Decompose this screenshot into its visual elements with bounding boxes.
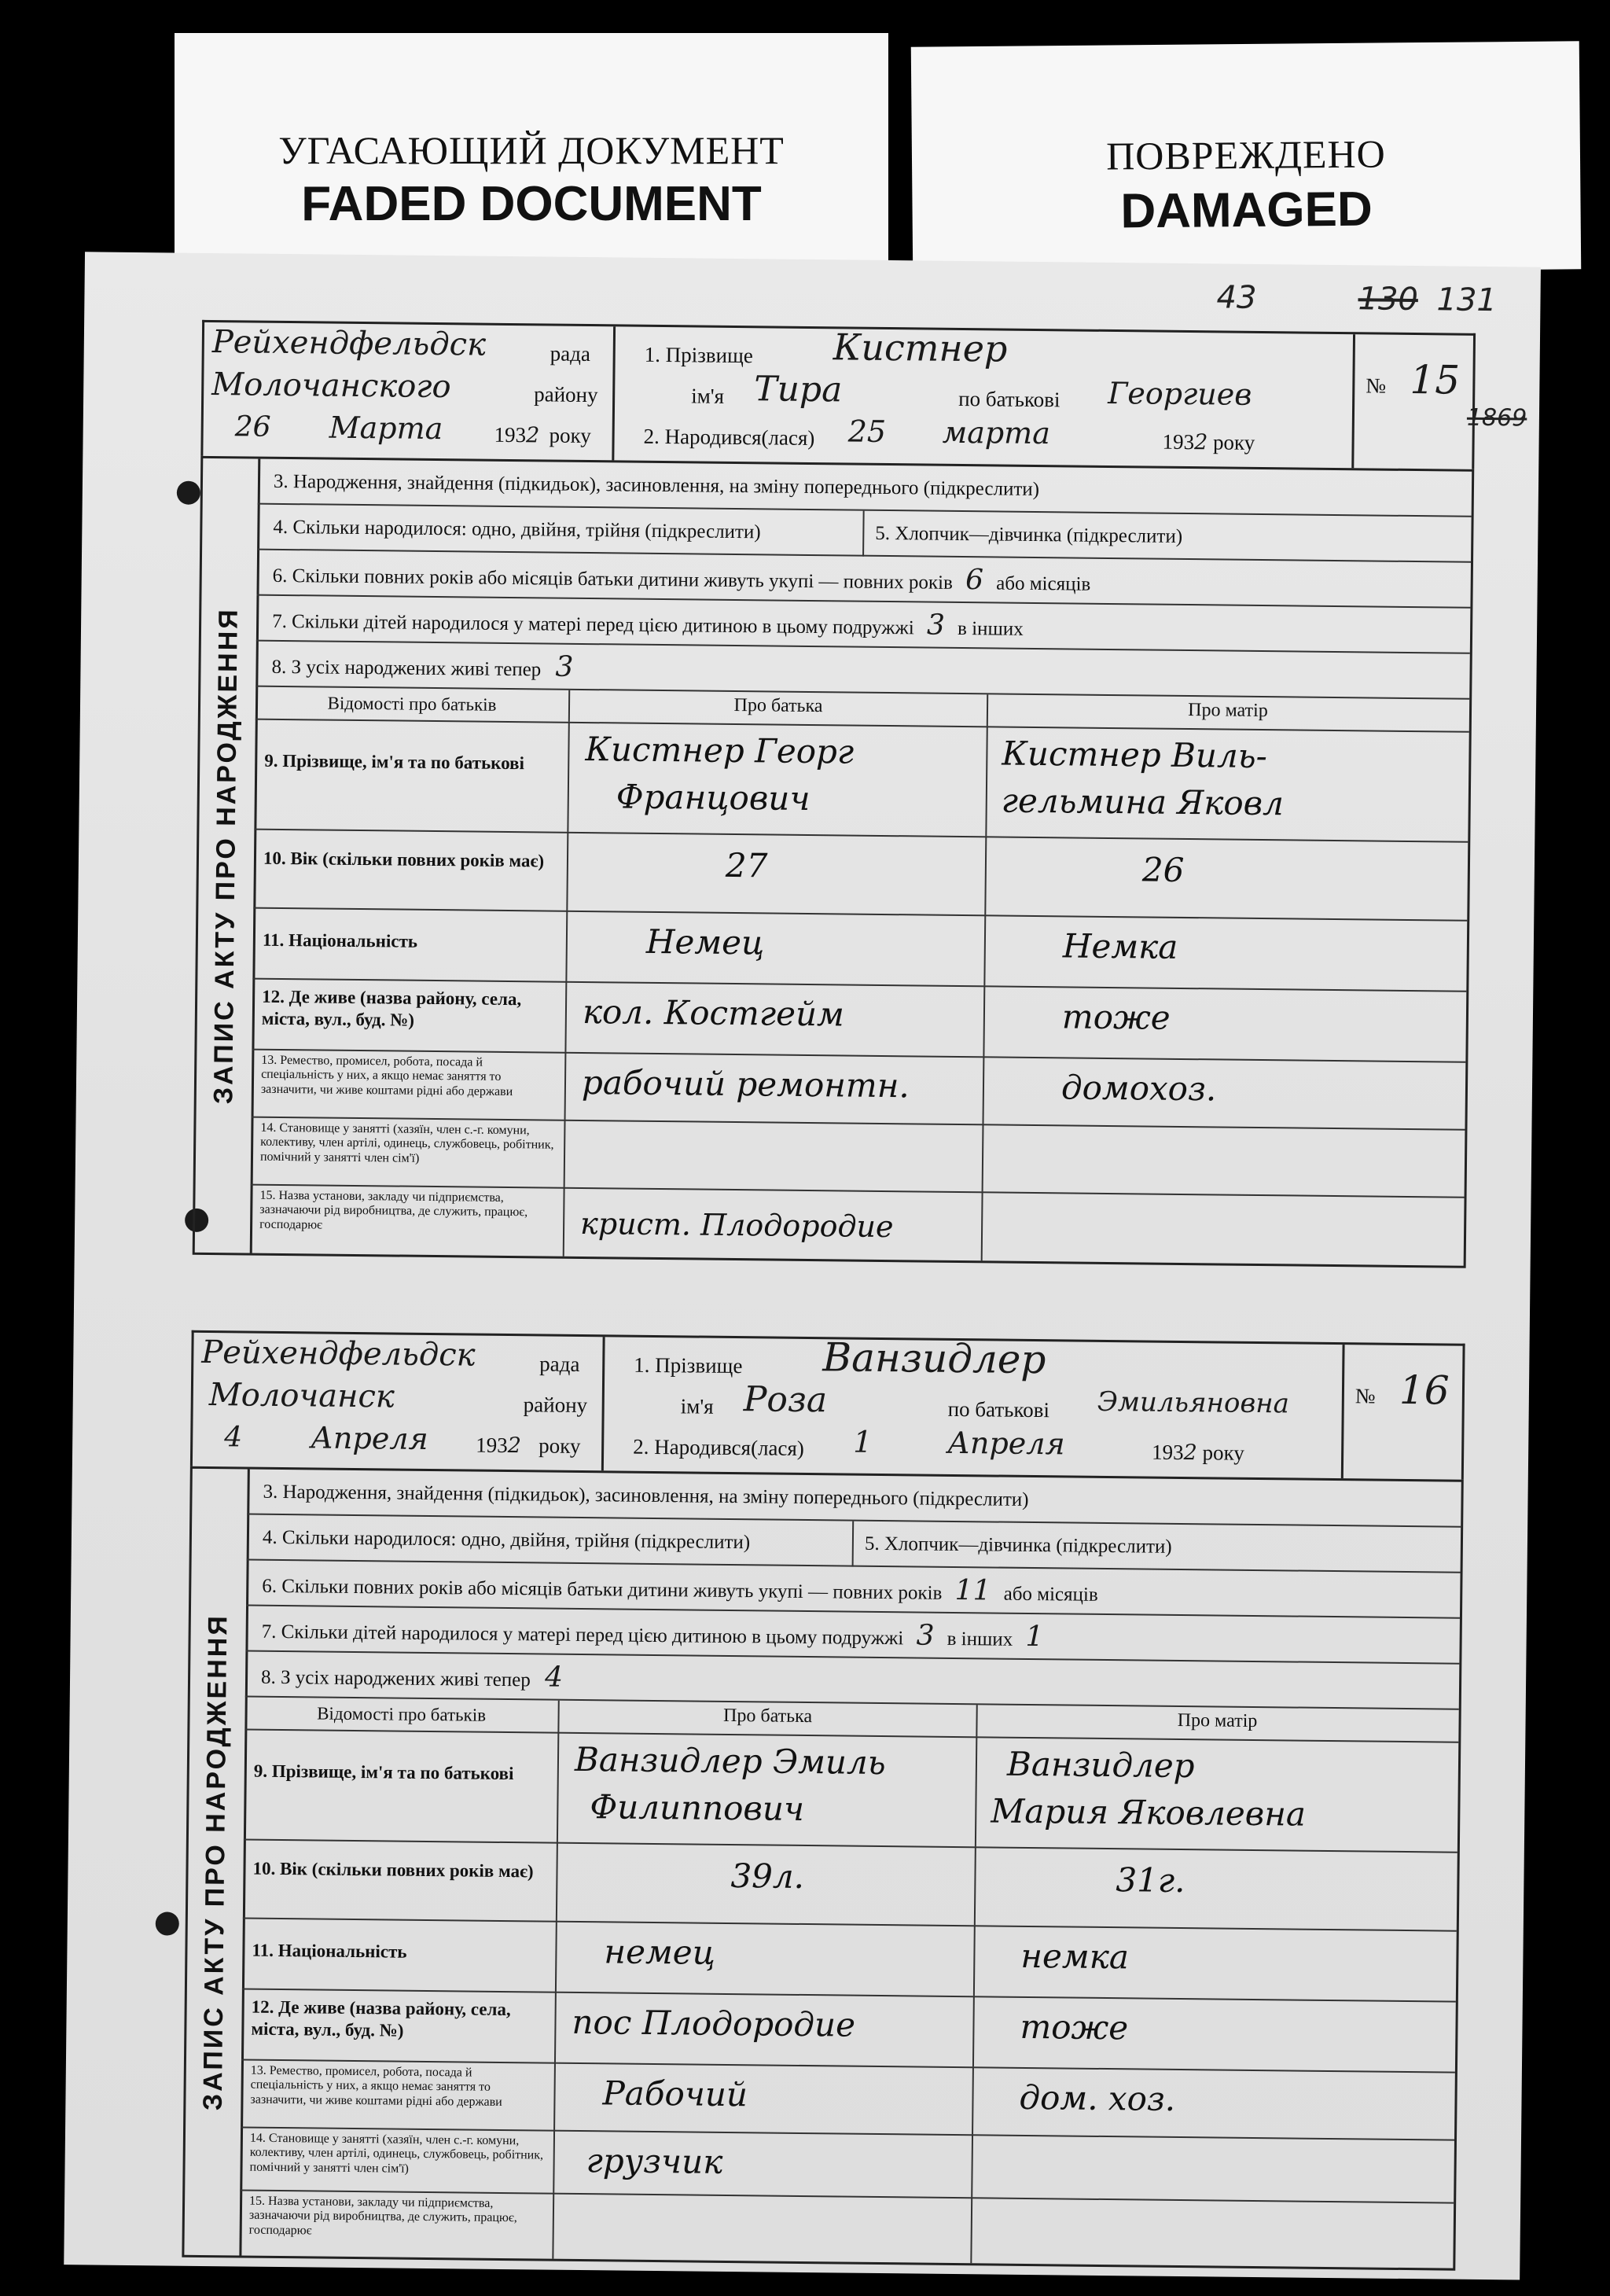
field-6: 6. Скільки повних років або місяців батьки дитини живуть укупі — повних років 11 або місяців	[246, 1561, 1461, 1619]
reg-year: 2	[507, 1433, 522, 1459]
child-patronymic: Эмильяновна	[1097, 1385, 1290, 1420]
child-name: Тира	[754, 369, 843, 410]
mother-name-2: гельмина Яковл	[1001, 781, 1285, 823]
record-header	[190, 1330, 1465, 1480]
father-name-2: Филиппович	[590, 1787, 805, 1828]
surname-label: 1. Прізвище	[644, 342, 754, 368]
faded-label-en: FADED DOCUMENT	[301, 177, 762, 231]
row-11: 11. Національність Немец Немка	[252, 907, 1467, 992]
council-name: Рейхендфельдск	[201, 1334, 476, 1374]
father-age: 27	[725, 845, 768, 885]
page-number: 43	[1216, 279, 1257, 316]
punch-hole	[156, 1911, 179, 1935]
side-title: ЗАПИС АКТУ ПРО НАРОДЖЕННЯ	[184, 1469, 249, 2256]
parents-table	[239, 1698, 1458, 2268]
row-10: 10. Вік (скільки повних років має) 39л. 31г.	[243, 1839, 1457, 1932]
alive-now: 4	[544, 1661, 564, 1694]
father-name-1: Кистнер Георг	[585, 730, 855, 771]
row-11: 11. Національність немец немка	[242, 1918, 1457, 2003]
alive-now: 3	[555, 650, 574, 683]
record-number-box	[1351, 334, 1473, 469]
record-number: 16	[1399, 1367, 1450, 1414]
record-header	[200, 320, 1476, 469]
row-14: 14. Становище у занятті (хазяїн, член с.-г. комуни, колективу, член артілі, одинець, службовець, робітник, помічний у занятті член сім'ї) грузчик	[240, 2127, 1454, 2204]
mother-name-2: Мария Яковлевна	[991, 1791, 1307, 1834]
father-residence: пос Плодородие	[572, 2002, 856, 2044]
roku-label: року	[549, 423, 592, 448]
years-together: 6	[965, 564, 984, 597]
side-title: ЗАПИС АКТУ ПРО НАРОДЖЕННЯ	[195, 458, 261, 1253]
mother-nationality: немка	[1020, 1936, 1130, 1977]
mother-name-1: Кистнер Виль-	[1002, 734, 1268, 776]
row-9: 9. Прізвище, ім'я та по батькові Ванзидлер Эмиль Филиппович Ванзидлер Мария Яковлевна	[244, 1729, 1458, 1853]
row-12: 12. Де живе (назва району, села, міста, вул., буд. №) пос Плодородие тоже	[241, 1989, 1456, 2073]
father-name-1: Ванзидлер Эмиль	[574, 1739, 886, 1783]
reg-day: 26	[234, 410, 271, 443]
patronymic-label: по батькові	[958, 386, 1060, 412]
field-7: 7. Скільки дітей народилося у матері перед цією дитиною в цьому подружжі 3 в інших	[256, 596, 1471, 654]
roku-label: року	[1212, 430, 1255, 454]
birth-day: 25	[847, 414, 887, 449]
father-age: 39л.	[730, 1856, 805, 1896]
child-patronymic: Георгиев	[1108, 375, 1252, 412]
faded-document-label	[175, 33, 888, 269]
damaged-document-label	[911, 41, 1581, 274]
page-number-struck: 1869	[1466, 403, 1527, 432]
birth-year: 2	[1193, 430, 1208, 455]
page-number-struck: 130	[1358, 281, 1419, 318]
year-prefix: 193	[494, 422, 527, 447]
roku-label: року	[539, 1433, 581, 1458]
child-surname: Ванзидлер	[822, 1334, 1046, 1383]
birth-year: 2	[1183, 1441, 1197, 1466]
field-8: 8. З усіх народжених живі тепер 3	[255, 642, 1470, 700]
row-9: 9. Прізвище, ім'я та по батькові Кистнер Георг Францович Кистнер Виль- гельмина Яковл	[254, 719, 1468, 843]
mother-occupation: домохоз.	[1060, 1068, 1217, 1109]
roku-label: року	[1202, 1441, 1244, 1465]
reg-month: Апреля	[311, 1420, 428, 1456]
number-label: №	[1366, 373, 1387, 398]
row-13: 13. Ремество, промисел, робота, посада й спеціальність у них, а якщо немає заняття то зазначити, чи живе коштами рідні або держави Рабочий дом. хоз.	[241, 2059, 1455, 2141]
punch-hole	[177, 481, 200, 505]
years-together: 11	[954, 1573, 991, 1607]
birth-record-15	[193, 320, 1476, 1268]
birth-label: 2. Народився(лася)	[643, 424, 815, 451]
field-6: 6. Скільки повних років або місяців батьки дитини живуть укупі — повних років 6 або місяців	[256, 550, 1471, 609]
father-nationality: немец	[604, 1932, 716, 1972]
birth-record-16	[182, 1330, 1465, 2271]
number-label: №	[1355, 1384, 1376, 1408]
field-8: 8. З усіх народжених живі тепер 4	[245, 1652, 1460, 1710]
child-name: Роза	[743, 1379, 828, 1421]
row-15: 15. Назва установи, закладу чи підприємства, зазначаючи рід виробництва, де служить, працює, господарює крист. Плодородие	[250, 1184, 1465, 1266]
year-prefix: 193	[476, 1433, 508, 1458]
row-15: 15. Назва установи, закладу чи підприємства, зазначаючи рід виробництва, де служить, працює, господарює	[239, 2190, 1454, 2268]
children-before: 3	[916, 1619, 935, 1652]
page-number: 131	[1436, 281, 1498, 319]
reg-day: 4	[224, 1421, 243, 1454]
birth-day: 1	[853, 1424, 873, 1459]
mother-age: 31г.	[1116, 1860, 1185, 1900]
field-4-5: 4. Скільки народилося: одно, двійня, трійня (підкреслити) 5. Хлопчик—дівчинка (підкреслити)	[257, 505, 1472, 563]
reg-year: 2	[525, 423, 540, 448]
reg-month: Марта	[329, 410, 443, 447]
year-prefix: 193	[1162, 429, 1195, 454]
damaged-label-ru: ПОВРЕЖДЕНО	[1105, 131, 1386, 178]
registration-block	[203, 322, 616, 460]
parents-header-row: Відомості про батьків Про батька Про матір	[255, 687, 1469, 733]
row-10: 10. Вік (скільки повних років має) 27 26	[253, 829, 1468, 922]
father-residence: кол. Костгейм	[582, 992, 845, 1034]
row-14: 14. Становище у занятті (хазяїн, член с.-г. комуни, колективу, член артілі, одинець, службовець, робітник, помічний у занятті член сім'ї)	[251, 1117, 1465, 1198]
mother-age: 26	[1141, 850, 1185, 889]
surname-label: 1. Прізвище	[634, 1352, 743, 1378]
father-occupation: рабочий ремонтн.	[581, 1062, 910, 1106]
damaged-label-en: DAMAGED	[1120, 182, 1373, 239]
mother-occupation: дом. хоз.	[1019, 2077, 1176, 2118]
father-occupation: Рабочий	[602, 2073, 748, 2114]
registration-block	[193, 1333, 605, 1470]
father-name-2: Францович	[616, 777, 811, 818]
parents-header-row: Відомості про батьків Про батька Про матір	[244, 1698, 1458, 1743]
record-body	[193, 456, 1475, 1268]
raion-label: району	[523, 1393, 588, 1418]
row-12: 12. Де живе (назва району, села, міста, вул., буд. №) кол. Костгейм тоже	[252, 978, 1466, 1063]
field-7: 7. Скільки дітей народилося у матері перед цією дитиною в цьому подружжі 3 в інших 1	[245, 1606, 1460, 1665]
name-label: ім'я	[680, 1394, 714, 1418]
children-other: 1	[1025, 1620, 1044, 1654]
name-label: ім'я	[691, 384, 725, 408]
father-workplace: крист. Плодородие	[579, 1205, 894, 1245]
mother-residence: тоже	[1020, 2007, 1129, 2048]
birth-month: Апреля	[947, 1425, 1065, 1462]
birth-label: 2. Народився(лася)	[633, 1434, 805, 1460]
raion-name: Молочанск	[208, 1377, 395, 1415]
patronymic-label: по батькові	[947, 1396, 1050, 1422]
faded-label-ru: УГАСАЮЩИЙ ДОКУМЕНТ	[278, 128, 785, 172]
rada-label: рада	[539, 1352, 580, 1376]
father-nationality: Немец	[645, 922, 765, 962]
council-name: Рейхендфельдск	[211, 324, 487, 363]
record-body	[182, 1466, 1463, 2271]
year-prefix: 193	[1151, 1440, 1184, 1465]
field-3: 3. Народження, знайдення (підкидьок), засиновлення, на зміну попереднього (підкреслити)	[247, 1470, 1461, 1528]
father-position: грузчик	[586, 2141, 723, 2181]
birth-month: марта	[942, 414, 1051, 451]
row-13: 13. Ремество, промисел, робота, посада й спеціальність у них, а якщо немає заняття то зазначити, чи живе коштами рідні або держави рабочий ремонтн. домохоз.	[252, 1049, 1466, 1131]
birth-record-sheet	[64, 252, 1541, 2279]
record-number-box	[1341, 1345, 1463, 1480]
children-before: 3	[926, 609, 946, 642]
parents-table	[250, 687, 1469, 1266]
mother-residence: тоже	[1061, 997, 1171, 1037]
record-number: 15	[1410, 356, 1461, 403]
raion-name: Молочанского	[211, 366, 451, 406]
mother-nationality: Немка	[1062, 926, 1178, 966]
child-surname: Кистнер	[833, 326, 1008, 370]
rada-label: рада	[550, 341, 591, 366]
field-3: 3. Народження, знайдення (підкидьок), засиновлення, на зміну попереднього (підкреслити)	[258, 459, 1472, 517]
raion-label: району	[534, 382, 598, 407]
field-4-5: 4. Скільки народилося: одно, двійня, трійня (підкреслити) 5. Хлопчик—дівчинка (підкреслити)	[247, 1515, 1461, 1573]
mother-name-1: Ванзидлер	[1006, 1744, 1195, 1786]
